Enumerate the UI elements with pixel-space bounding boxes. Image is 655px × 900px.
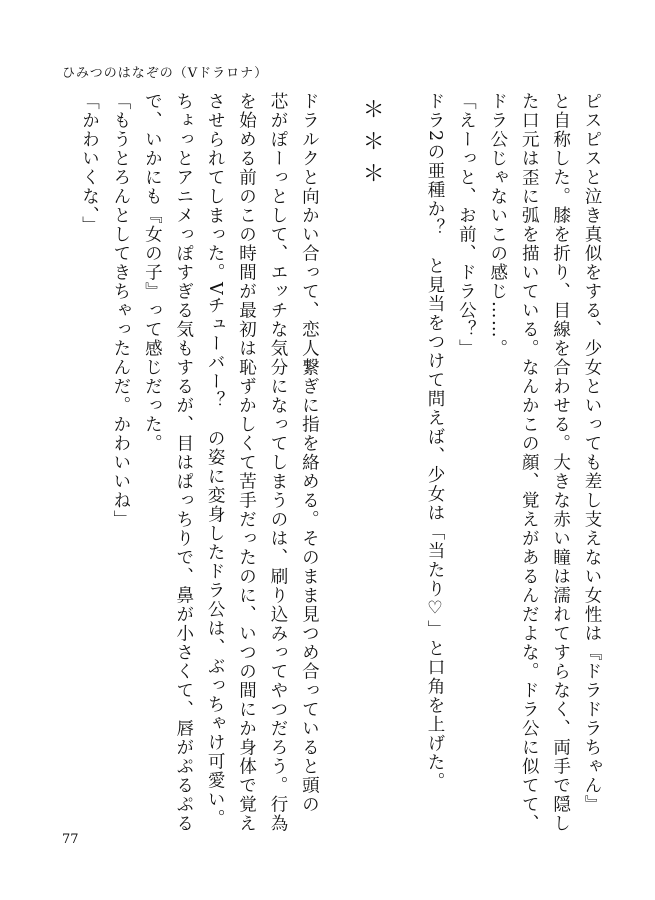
text-column: を始める前のこの時間が最初は恥ずかしくて苦手だったのに、いつの間にか身体で覚え <box>236 92 257 833</box>
text-column: と自称した。膝を折り、目線を合わせる。大きな赤い瞳は濡れてすらなく、両手で隠し <box>550 92 571 833</box>
text-column: ドラ2の亜種か？ と見当をつけて問えば、少女は「当たり♡」と口角を上げた。 <box>424 92 445 792</box>
text-column: ドラルクと向かい合って、恋人繋ぎに指を絡める。そのまま見つめ合っていると頭の <box>299 92 320 814</box>
text-column: 芯がぽーっとして、エッチな気分になってしまうのは、刷り込みってやつだろう。行為 <box>267 92 288 833</box>
text-column: 「かわいくな、」 <box>79 92 100 236</box>
text-column: 「もうとろんとしてきちゃったんだ。かわいいね」 <box>110 92 131 529</box>
text-column: ピスピスと泣き真似をする、少女といっても差し支えない女性は『ドラドラちゃん』 <box>582 92 602 814</box>
page-number: 77 <box>62 832 79 847</box>
text-column: ドラ公じゃないこの感じ……。 <box>487 92 508 358</box>
text-column: させられてしまった。Vチューバー？ の姿に変身したドラ公は、ぶっちゃけ可愛い。 <box>205 92 226 829</box>
text-column: た口元は歪に弧を描いている。なんかこの顔、覚えがあるんだよな。ドラ公に似てて、 <box>519 92 540 833</box>
running-header: ひみつのはなぞの（Vドラロナ） <box>62 66 269 81</box>
text-column: ちょっとアニメっぽすぎる気もするが、目はぱっちりで、鼻が小さくて、唇がぷるぷる <box>173 92 194 833</box>
text-column: で、いかにも『女の子』って感じだった。 <box>142 92 163 453</box>
vertical-body-text <box>73 92 607 833</box>
text-column: 「えーっと、お前、ドラ公？」 <box>456 92 477 358</box>
scene-break: ＊＊＊ <box>359 98 385 194</box>
